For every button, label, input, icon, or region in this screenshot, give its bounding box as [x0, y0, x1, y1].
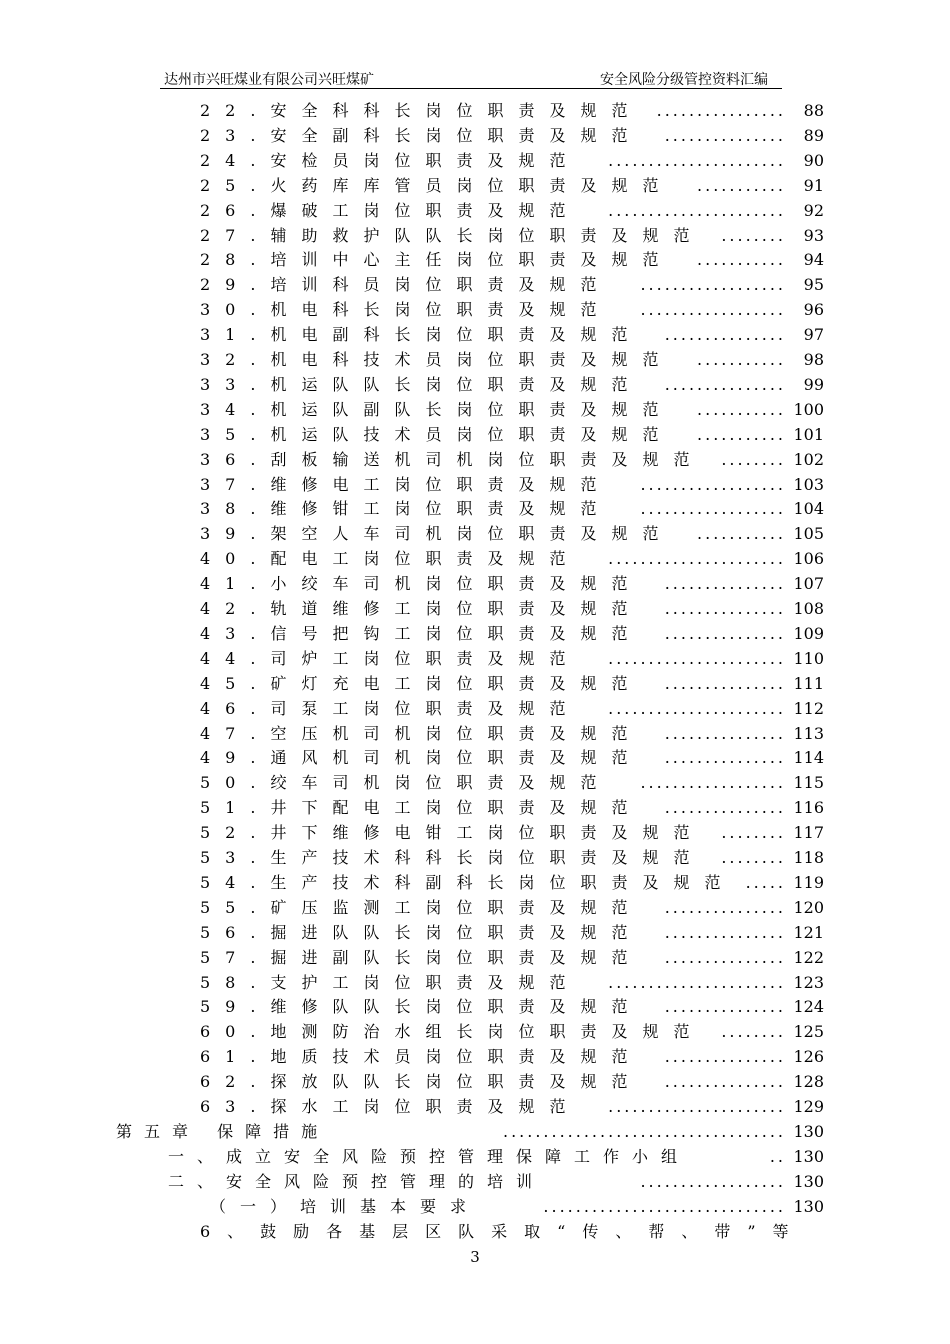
toc-entry-page: 121: [793, 922, 824, 942]
toc-entry[interactable]: [200, 372, 824, 397]
toc-entry-leader: .....: [745, 872, 786, 892]
toc-entry-title: 57.掘进副队长岗位职责及规范: [200, 947, 643, 967]
toc-entry[interactable]: [200, 272, 824, 297]
toc-entry-page: 95: [803, 275, 824, 295]
toc-entry-page: 99: [803, 374, 824, 394]
toc-entry[interactable]: [200, 223, 824, 248]
toc-entry-page: 97: [803, 325, 824, 345]
toc-entry[interactable]: [200, 870, 824, 895]
toc-entry-page: 110: [793, 648, 824, 668]
toc-entry-page: 130: [793, 1121, 824, 1141]
toc-entry-leader: ......................: [608, 549, 786, 569]
toc-entry-leader: ..: [769, 1146, 786, 1166]
toc-entry-leader: ........: [721, 225, 786, 245]
toc-entry-leader: ........: [721, 449, 786, 469]
toc-entry-title: 23.安全副科长岗位职责及规范: [200, 125, 643, 145]
header-company: 达州市兴旺煤业有限公司兴旺煤矿: [164, 72, 374, 88]
toc-entry-title: 28.培训中心主任岗位职责及规范: [200, 250, 674, 270]
toc-entry-page: 113: [793, 723, 824, 743]
toc-entry-page: 101: [793, 424, 824, 444]
toc-entry-title: 46.司泵工岗位职责及规范: [200, 698, 581, 718]
toc-entry-title: 50.绞车司机岗位职责及规范: [200, 773, 612, 793]
toc-entry-page: 89: [803, 125, 824, 145]
toc-entry-page: 119: [793, 872, 824, 892]
toc-entry[interactable]: [200, 322, 824, 347]
toc-entry-title: 41.小绞车司机岗位职责及规范: [200, 574, 643, 594]
toc-entry[interactable]: [200, 571, 824, 596]
toc-entry-title: 56.掘进队队长岗位职责及规范: [200, 922, 643, 942]
toc-entry-title: 40.配电工岗位职责及规范: [200, 549, 581, 569]
toc-entry[interactable]: [200, 546, 824, 571]
toc-entry-title: 6、鼓励各基层区队采取“传、帮、带”等: [200, 1221, 806, 1241]
toc-entry-leader: ...................................: [502, 1121, 786, 1141]
toc-entry[interactable]: [200, 994, 824, 1019]
toc-entry-leader: ......................: [608, 150, 786, 170]
toc-entry-title: 47.空压机司机岗位职责及规范: [200, 723, 643, 743]
toc-entry-title: 36.刮板输送机司机岗位职责及规范: [200, 449, 705, 469]
toc-entry[interactable]: [200, 646, 824, 671]
toc-entry-title: 25.火药库库管员岗位职责及规范: [200, 175, 674, 195]
toc-entry-title: 39.架空人车司机岗位职责及规范: [200, 524, 674, 544]
toc-entry[interactable]: [200, 173, 824, 198]
toc-entry-title: 59.维修队队长岗位职责及规范: [200, 997, 643, 1017]
toc-entry[interactable]: [200, 198, 824, 223]
toc-entry-page: 103: [793, 474, 824, 494]
toc-entry-page: 126: [793, 1047, 824, 1067]
toc-entry[interactable]: [200, 447, 824, 472]
toc-entry-title: 35.机运队技术员岗位职责及规范: [200, 424, 674, 444]
toc-entry-leader: ...............: [664, 1047, 786, 1067]
toc-entry-page: 114: [793, 748, 824, 768]
toc-entry[interactable]: [200, 123, 824, 148]
toc-entry-page: 91: [803, 175, 824, 195]
toc-entry-title: 44.司炉工岗位职责及规范: [200, 648, 581, 668]
toc-entry[interactable]: [200, 970, 824, 995]
toc-entry[interactable]: [200, 98, 824, 123]
toc-entry-leader: ..................: [640, 773, 786, 793]
page-number: 3: [470, 1248, 480, 1266]
toc-entry[interactable]: [210, 1194, 824, 1219]
toc-entry-page: 125: [793, 1022, 824, 1042]
toc-entry-leader: ......................: [608, 648, 786, 668]
toc-entry-leader: ...............: [664, 748, 786, 768]
toc-entry-title: 61.地质技术员岗位职责及规范: [200, 1047, 643, 1067]
toc-entry-page: 112: [793, 698, 824, 718]
toc-entry-leader: ...............: [664, 947, 786, 967]
toc-entry-page: 120: [793, 897, 824, 917]
toc-entry-page: 107: [793, 574, 824, 594]
toc-entry-leader: ...............: [664, 325, 786, 345]
toc-entry-title: 27.辅助救护队队长岗位职责及规范: [200, 225, 705, 245]
toc-entry-page: 115: [793, 773, 824, 793]
toc-entry[interactable]: [200, 920, 824, 945]
toc-entry[interactable]: [200, 422, 824, 447]
toc-entry-leader: ...............: [664, 997, 786, 1017]
toc-entry[interactable]: [200, 721, 824, 746]
toc-entry-page: 104: [793, 499, 824, 519]
toc-entry-leader: ...............: [664, 723, 786, 743]
toc-entry-leader: ......................: [608, 972, 786, 992]
toc-entry-page: 100: [793, 399, 824, 419]
toc-entry-leader: ...........: [697, 175, 786, 195]
toc-entry-title: 38.维修钳工岗位职责及规范: [200, 499, 612, 519]
running-header: [160, 68, 782, 89]
toc-entry-title: 45.矿灯充电工岗位职责及规范: [200, 673, 643, 693]
toc-entry-page: 96: [803, 300, 824, 320]
toc-entry[interactable]: [200, 397, 824, 422]
toc-entry[interactable]: [200, 671, 824, 696]
toc-entry[interactable]: [200, 521, 824, 546]
toc-entry-page: 130: [793, 1146, 824, 1166]
toc-entry-leader: ...............: [664, 374, 786, 394]
toc-entry-leader: ................: [656, 101, 786, 120]
toc-entry[interactable]: [200, 696, 824, 721]
toc-entry-leader: ..............................: [543, 1196, 786, 1216]
toc-entry-page: 102: [793, 449, 824, 469]
toc-entry-title: 二、安全风险预控管理的培训: [168, 1171, 546, 1191]
toc-entry[interactable]: [200, 1219, 824, 1244]
toc-entry-page: 124: [793, 997, 824, 1017]
toc-entry-page: 111: [793, 673, 824, 693]
toc-entry-page: 129: [793, 1097, 824, 1116]
toc-entry[interactable]: [200, 770, 824, 795]
toc-entry[interactable]: [200, 1094, 824, 1119]
toc-entry-title: 63.探水工岗位职责及规范: [200, 1097, 581, 1116]
toc-entry-leader: ...............: [664, 574, 786, 594]
toc-entry-title: 49.通风机司机岗位职责及规范: [200, 748, 643, 768]
toc-entry-page: 88: [803, 101, 824, 120]
toc-entry[interactable]: [168, 1169, 824, 1194]
toc-entry-page: 108: [793, 599, 824, 618]
toc-entry[interactable]: [200, 247, 824, 272]
toc-entry[interactable]: [116, 1119, 824, 1144]
toc-entry-leader: ...............: [664, 599, 786, 618]
toc-entry-title: 24.安检员岗位职责及规范: [200, 150, 581, 170]
toc-entry-leader: ..................: [640, 474, 786, 494]
toc-entry[interactable]: [200, 1019, 824, 1044]
toc-entry-page: 90: [803, 150, 824, 170]
toc-entry-page: 118: [793, 848, 824, 867]
toc-entry[interactable]: [200, 895, 824, 920]
header-document-title: 安全风险分级管控资料汇编: [600, 72, 768, 88]
toc-entry-page: 93: [803, 225, 824, 245]
toc-entry[interactable]: [200, 820, 824, 845]
toc-entry-title: 62.探放队队长岗位职责及规范: [200, 1072, 643, 1092]
toc-entry-leader: ......................: [608, 698, 786, 718]
toc-entry-title: 52.井下维修电钳工岗位职责及规范: [200, 823, 705, 843]
toc-entry-leader: ...............: [664, 922, 786, 942]
toc-entry-page: 98: [803, 350, 824, 369]
toc-entry[interactable]: [200, 845, 824, 870]
toc-entry-title: 31.机电副科长岗位职责及规范: [200, 325, 643, 345]
toc-entry[interactable]: [168, 1144, 824, 1169]
toc-entry-leader: ...........: [697, 399, 786, 419]
toc-entry-title: 30.机电科长岗位职责及规范: [200, 300, 612, 320]
toc-entry-leader: ........: [721, 823, 786, 843]
toc-entry-leader: ......................: [608, 200, 786, 220]
toc-entry-title: 58.支护工岗位职责及规范: [200, 972, 581, 992]
toc-entry-title: 32.机电科技术员岗位职责及规范: [200, 350, 674, 369]
toc-entry-leader: ...........: [697, 350, 786, 369]
toc-entry-page: 122: [793, 947, 824, 967]
toc-entry-title: 55.矿压监测工岗位职责及规范: [200, 897, 643, 917]
toc-entry-leader: ..................: [640, 300, 786, 320]
toc-entry[interactable]: [200, 795, 824, 820]
toc-entry[interactable]: [200, 621, 824, 646]
toc-entry-title: 26.爆破工岗位职责及规范: [200, 200, 581, 220]
toc-entry-title: 60.地测防治水组长岗位职责及规范: [200, 1022, 705, 1042]
toc-entry-leader: ...............: [664, 897, 786, 917]
toc-entry-title: （一）培训基本要求: [210, 1196, 481, 1216]
toc-entry-title: 33.机运队队长岗位职责及规范: [200, 374, 643, 394]
toc-entry-page: 116: [793, 798, 824, 818]
toc-entry-page: 117: [793, 823, 824, 843]
toc-entry-page: 92: [803, 200, 824, 220]
toc-entry[interactable]: [200, 1069, 824, 1094]
toc-entry-leader: ...............: [664, 125, 786, 145]
toc-entry-page: 130: [793, 1196, 824, 1216]
toc-entry-leader: ...............: [664, 1072, 786, 1092]
toc-entry[interactable]: [200, 596, 824, 621]
toc-entry-title: 29.培训科员岗位职责及规范: [200, 275, 612, 295]
toc-entry-page: 130: [793, 1171, 824, 1191]
toc-entry-leader: ..................: [640, 499, 786, 519]
toc-entry-leader: ........: [721, 848, 786, 867]
toc-entry-leader: ...............: [664, 798, 786, 818]
toc-entry-leader: ..................: [640, 275, 786, 295]
toc-entry-title: 一、成立安全风险预控管理保障工作小组: [168, 1146, 691, 1166]
toc-entry-page: 106: [793, 549, 824, 569]
toc-entry-page: 128: [793, 1072, 824, 1092]
toc-entry-leader: ...........: [697, 250, 786, 270]
toc-entry[interactable]: [200, 745, 824, 770]
toc-entry-page: 94: [803, 250, 824, 270]
toc-entry-title: 53.生产技术科科长岗位职责及规范: [200, 848, 705, 867]
toc-entry-leader: ..................: [640, 1171, 786, 1191]
toc-entry-leader: ...........: [697, 524, 786, 544]
toc-entry-title: 34.机运队副队长岗位职责及规范: [200, 399, 674, 419]
toc-entry-title: 22.安全科科长岗位职责及规范: [200, 101, 643, 120]
toc-entry[interactable]: [200, 148, 824, 173]
toc-entry[interactable]: [200, 496, 824, 521]
toc-entry-page: 105: [793, 524, 824, 544]
toc-entry[interactable]: [200, 347, 824, 372]
toc-entry-title: 37.维修电工岗位职责及规范: [200, 474, 612, 494]
toc-entry-leader: ...............: [664, 623, 786, 643]
toc-entry-title: 43.信号把钩工岗位职责及规范: [200, 623, 643, 643]
toc-entry-leader: ...........: [697, 424, 786, 444]
toc-entry-page: 109: [793, 623, 824, 643]
toc-entry-title: 54.生产技术科副科长岗位职责及规范: [200, 872, 736, 892]
toc-entry-page: 123: [793, 972, 824, 992]
toc-entry-title: 第五章 保障措施: [116, 1121, 330, 1141]
toc-entry-leader: ......................: [608, 1097, 786, 1116]
toc-entry[interactable]: [200, 297, 824, 322]
toc-entry-title: 51.井下配电工岗位职责及规范: [200, 798, 643, 818]
toc-entry[interactable]: [200, 1044, 824, 1069]
toc-entry-title: 42.轨道维修工岗位职责及规范: [200, 599, 643, 618]
toc-entry[interactable]: [200, 472, 824, 497]
toc-entry-leader: ...............: [664, 673, 786, 693]
toc-entry[interactable]: [200, 945, 824, 970]
toc-entry-leader: ........: [721, 1022, 786, 1042]
